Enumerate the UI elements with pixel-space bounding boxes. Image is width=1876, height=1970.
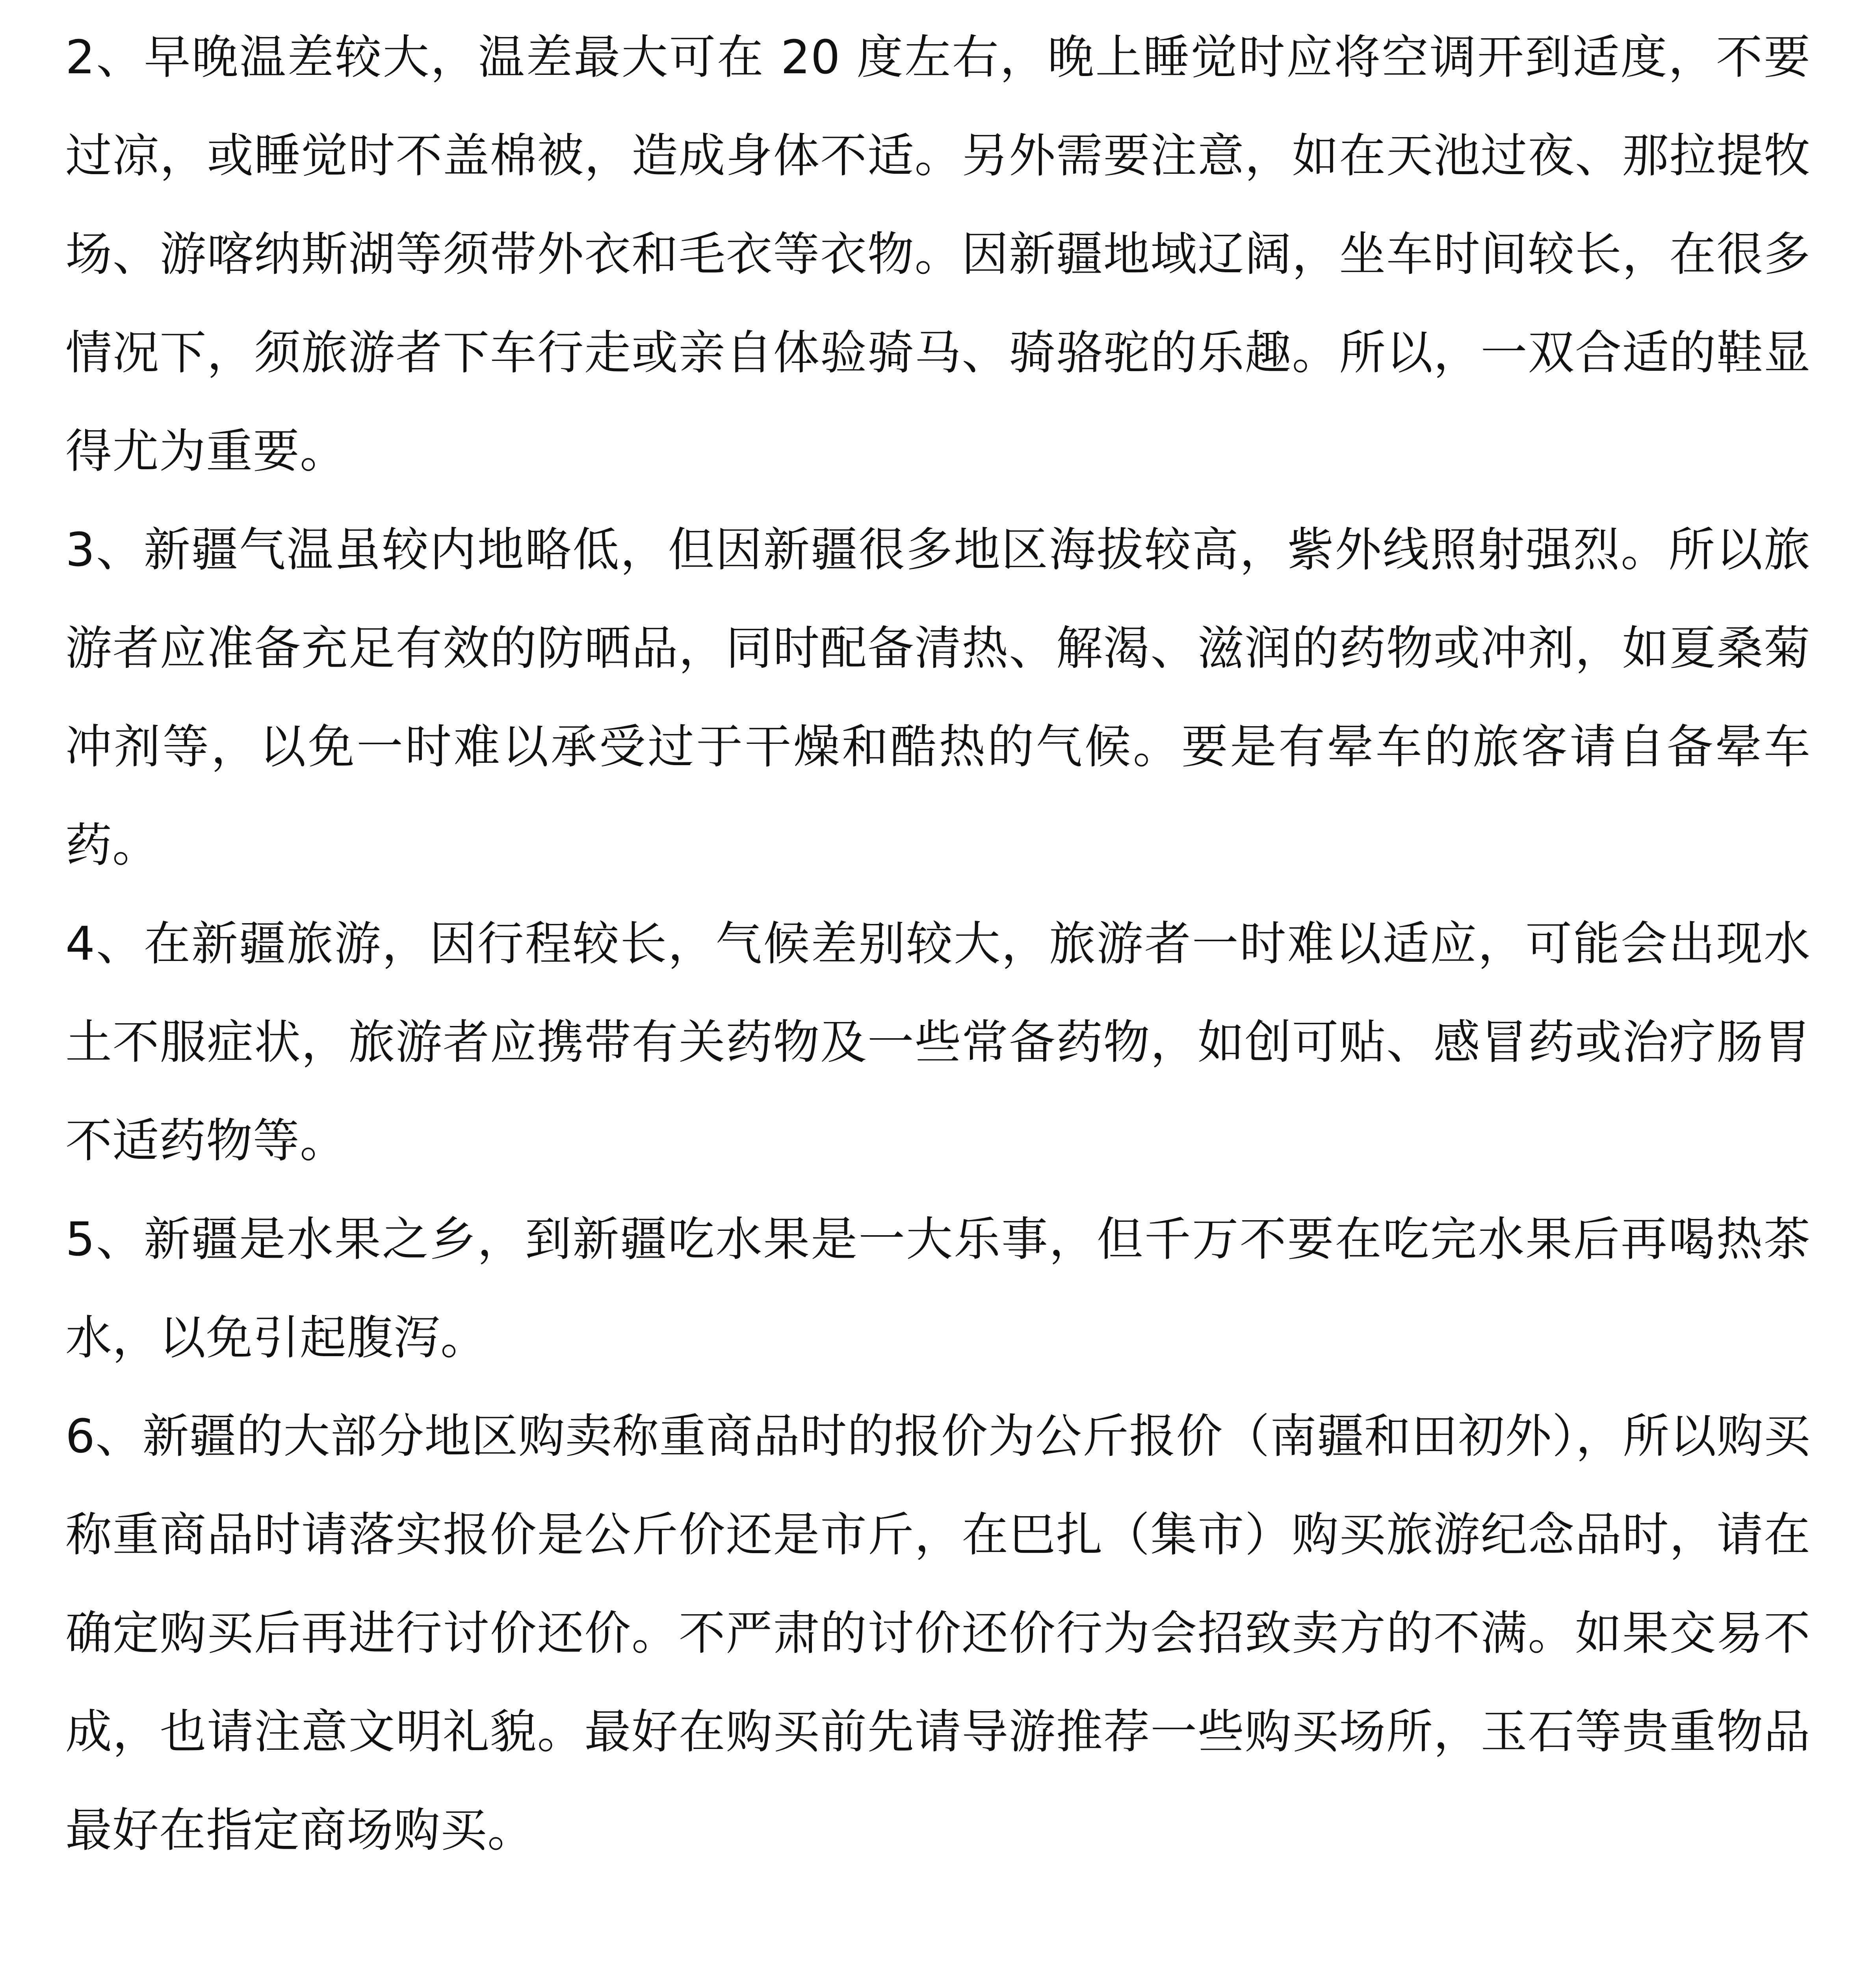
paragraph-item-2: 2、早晚温差较大，温差最大可在 20 度左右，晚上睡觉时应将空调开到适度，不要过凉，或睡觉时不盖棉被，造成身体不适。另外需要注意，如在天池过夜、那拉提牧场、游喀纳斯湖等须带外衣和毛衣等衣物。因新疆地域辽阔，坐车时间较长，在很多情况下，须旅游者下车行走或亲自体验骑马、骑骆驼的乐趣。所以，一双合适的鞋显得尤为重要。: [65, 30, 1811, 478]
paragraph-item-6: 6、新疆的大部分地区购卖称重商品时的报价为公斤报价（南疆和田初外），所以购买称重商品时请落实报价是公斤价还是市斤，在巴扎（集市）购买旅游纪念品时，请在确定购买后再进行讨价还价。不严肃的讨价还价行为会招致卖方的不满。如果交易不成，也请注意文明礼貌。最好在购买前先请导游推荐一些购买场所，玉石等贵重物品最好在指定商场购买。: [65, 1409, 1811, 1857]
paragraph-item-4: 4、在新疆旅游，因行程较长，气候差别较大，旅游者一时难以适应，可能会出现水土不服症状，旅游者应携带有关药物及一些常备药物，如创可贴、感冒药或治疗肠胃不适药物等。: [65, 916, 1811, 1168]
paragraph-item-5: 5、新疆是水果之乡，到新疆吃水果是一大乐事，但千万不要在吃完水果后再喝热茶水，以免引起腹泻。: [65, 1212, 1811, 1365]
paragraph-item-3: 3、新疆气温虽较内地略低，但因新疆很多地区海拔较高，紫外线照射强烈。所以旅游者应准备充足有效的防晒品，同时配备清热、解渴、滋润的药物或冲剂，如夏桑菊冲剂等，以免一时难以承受过于干燥和酷热的气候。要是有晕车的旅客请自备晕车药。: [65, 522, 1811, 872]
